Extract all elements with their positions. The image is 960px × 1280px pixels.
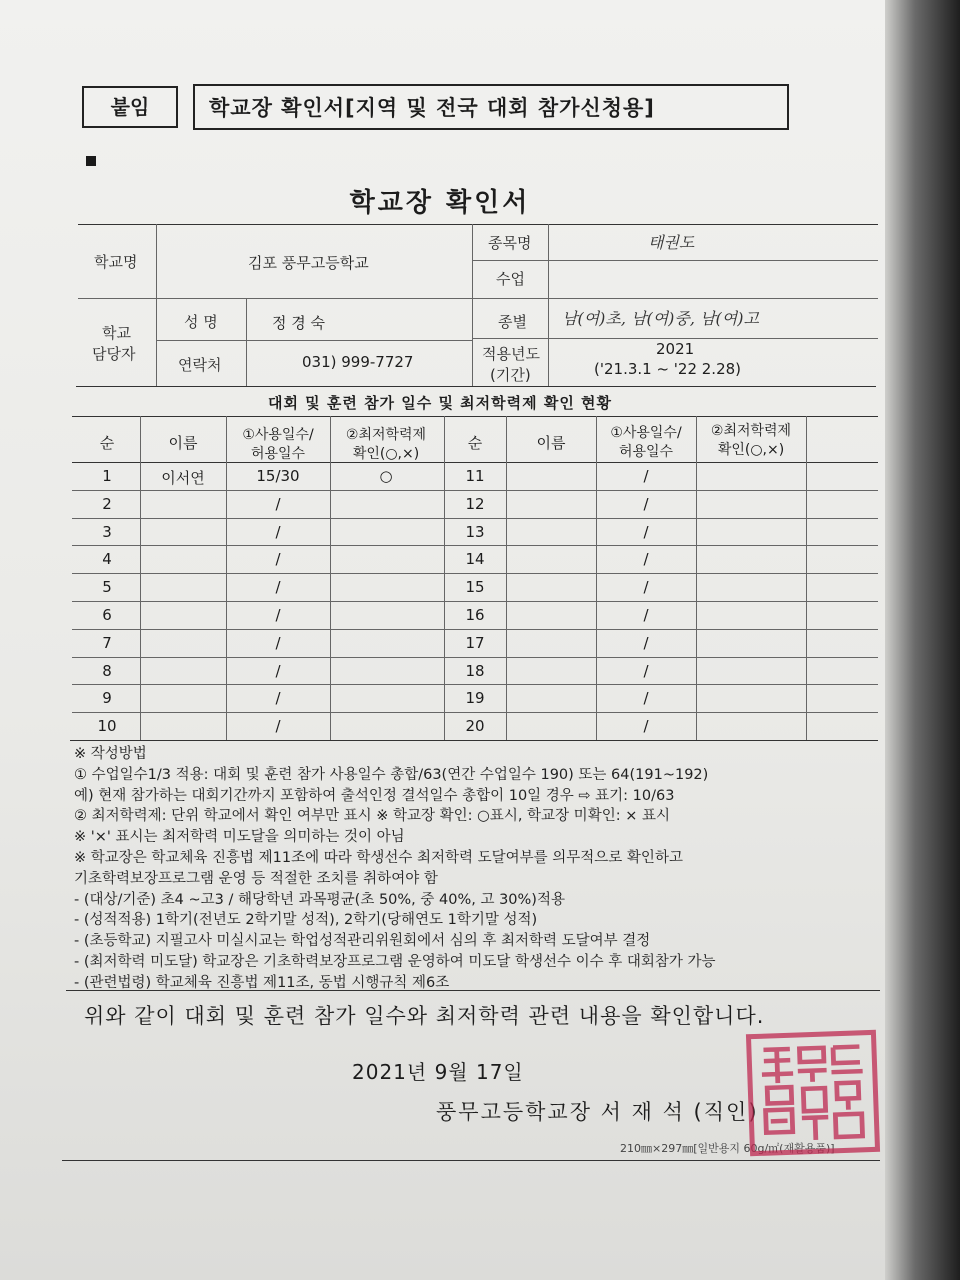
cell-no: 13 [465, 522, 485, 541]
lesson-label: 수업 [496, 270, 525, 288]
table-column-line [444, 416, 445, 740]
header-min-line2: 확인(○,×) [717, 442, 785, 458]
cell-no: 14 [465, 550, 485, 569]
cell-no: 4 [102, 550, 112, 569]
footer-divider [62, 1160, 880, 1161]
cell-no: 6 [102, 606, 112, 624]
instruction-line: ※ '×' 표시는 최저학력 미도달을 의미하는 것이 아님 [74, 829, 405, 846]
official-seal-stamp [746, 1030, 880, 1156]
header-min-line1: ②최저학력제 [345, 427, 427, 443]
instruction-line: - (대상/기준) 초4 ~고3 / 해당학년 과목평균(초 50%, 중 40%, 고 30%)적용 [74, 891, 565, 908]
header-name: 이름 [168, 434, 198, 452]
cell-no: 5 [102, 578, 112, 597]
year-label-line1: 적용년도 [482, 345, 540, 363]
contact-value: 031) 999-7727 [302, 353, 414, 371]
instruction-line: - (성적적용) 1학기(전년도 2학기말 성적), 2학기(당해연도 1학기말 성적) [74, 912, 538, 929]
table-column-line [330, 416, 331, 740]
instruction-line: - (최저학력 미도달) 학교장은 기초학력보장프로그램 운영하여 미도달 학생선수 이수 후 대회참가 가능 [74, 954, 716, 970]
cell-no: 8 [102, 661, 112, 680]
instruction-line: ① 수업일수1/3 적용: 대회 및 훈련 참가 사용일수 총합/63(연간 수업일수 190) 또는 64(191~192) [74, 766, 709, 783]
manager-label-line2: 담당자 [92, 345, 136, 363]
confirmation-statement: 위와 같이 대회 및 훈련 참가 일수와 최저학력 관련 내용을 확인합니다. [84, 1004, 765, 1028]
manager-name-label: 성 명 [184, 313, 218, 331]
issue-date: 2021년 9월 17일 [352, 1060, 524, 1084]
table-row-line [72, 712, 878, 713]
table-line [472, 224, 473, 386]
cell-days: / [643, 661, 649, 680]
cell-days: / [643, 633, 649, 652]
table-column-line [806, 416, 807, 740]
cell-days: / [275, 494, 281, 513]
cell-days: / [643, 689, 649, 708]
table-line [156, 224, 157, 386]
period-value: ('21.3.1 ~ '22 2.28) [594, 360, 742, 378]
cell-no: 20 [465, 717, 485, 736]
cell-days: / [275, 606, 281, 624]
cell-no: 18 [465, 661, 485, 680]
table-column-line [506, 416, 507, 740]
background-edge [885, 0, 960, 1280]
attachment-title: 학교장 확인서[지역 및 전국 대회 참가신청용] [209, 96, 655, 120]
table-row-line [72, 490, 878, 491]
school-name-value: 김포 풍무고등학교 [248, 254, 369, 272]
attachment-tag [82, 86, 178, 128]
cell-days: / [275, 689, 281, 708]
table-border-bottom [70, 740, 878, 741]
cell-min: ○ [379, 467, 393, 485]
table-line [472, 260, 878, 261]
cell-no: 16 [465, 606, 485, 624]
header-days-line1: ①사용일수/ [242, 427, 314, 443]
attachment-title-box [193, 84, 789, 130]
section-bullet [86, 156, 96, 166]
category-value: 남(여)초, 남(여)중, 남(여)고 [562, 309, 759, 328]
manager-label-line1: 학교 [102, 324, 131, 342]
cell-no: 15 [465, 578, 485, 597]
header-days-line1: ①사용일수/ [610, 425, 682, 441]
cell-days: / [643, 522, 649, 541]
instruction-line: 예) 현재 참가하는 대회기간까지 포함하여 출석인정 결석일수 총합이 10일 경우 ⇨ 표기: 10/63 [74, 787, 675, 804]
header-min-line1: ②최저학력제 [710, 423, 792, 439]
header-order: 순 [467, 434, 483, 452]
table-line [156, 340, 472, 341]
table-line [246, 298, 247, 386]
cell-no: 11 [465, 467, 485, 485]
year-value: 2021 [656, 340, 695, 358]
table-border-top [72, 416, 878, 417]
cell-days: / [275, 550, 281, 569]
cell-no: 19 [465, 689, 485, 708]
table-row-line [72, 518, 878, 519]
year-label-line2: (기간) [490, 366, 531, 384]
table-line [472, 338, 878, 339]
paper-size-footer: 210㎜×297㎜[일반용지 60g/㎡(재활용품)] [620, 1142, 835, 1155]
manager-name-value: 정 경 숙 [272, 314, 326, 332]
cell-no: 2 [102, 494, 112, 513]
table-column-line [140, 416, 141, 740]
cell-no: 7 [102, 633, 112, 652]
table-column-line [696, 416, 697, 740]
table-row-line [72, 545, 878, 546]
cell-days: / [643, 606, 649, 624]
header-days-line2: 허용일수 [618, 444, 674, 460]
school-name-label: 학교명 [94, 253, 138, 271]
cell-days: 15/30 [256, 467, 300, 485]
cell-days: / [275, 578, 281, 597]
table-row-line [72, 573, 878, 574]
cell-days: / [275, 717, 281, 736]
cell-days: / [275, 522, 281, 541]
cell-days: / [643, 550, 649, 569]
category-label: 종별 [498, 313, 527, 331]
sport-value: 태권도 [648, 233, 695, 252]
header-order: 순 [99, 434, 115, 452]
cell-no: 9 [102, 689, 112, 708]
table-row-line [72, 657, 878, 658]
table-column-line [596, 416, 597, 740]
cell-name: 이서연 [161, 469, 205, 487]
table-row-line [72, 629, 878, 630]
header-name: 이름 [536, 434, 566, 452]
cell-days: / [643, 717, 649, 736]
table-header-bottom [72, 462, 878, 463]
cell-no: 12 [465, 494, 485, 513]
table-column-line [226, 416, 227, 740]
cell-days: / [643, 578, 649, 597]
principal-signature-line: 풍무고등학교장 서 재 석 (직인) [436, 1100, 759, 1124]
table-border-bottom [76, 386, 876, 387]
cell-days: / [643, 494, 649, 513]
cell-no: 10 [97, 717, 117, 736]
notes-divider [66, 990, 880, 991]
instruction-line: ② 최저학력제: 단위 학교에서 확인 여부만 표시 ※ 학교장 확인: ○표시, 학교장 미확인: × 표시 [74, 808, 670, 825]
instruction-line: 기초학력보장프로그램 운영 등 적절한 조치를 취하여야 함 [74, 870, 438, 887]
status-table-caption: 대회 및 훈련 참가 일수 및 최저학력제 확인 현황 [267, 394, 613, 412]
instruction-line: ※ 학교장은 학교체육 진흥법 제11조에 따라 학생선수 최저학력 도달여부를 의무적으로 확인하고 [74, 850, 683, 866]
table-row-line [72, 684, 878, 685]
cell-no: 1 [102, 467, 112, 485]
header-min-line2: 확인(○,×) [352, 446, 420, 462]
cell-no: 17 [465, 633, 485, 652]
table-line [548, 224, 549, 386]
cell-days: / [275, 633, 281, 652]
cell-no: 3 [102, 522, 112, 541]
table-border-top [78, 224, 878, 225]
table-row-line [72, 601, 878, 602]
contact-label: 연락처 [178, 356, 222, 374]
document-title: 학교장 확인서 [349, 188, 531, 218]
attachment-label: 붙임 [110, 95, 150, 119]
header-days-line2: 허용일수 [250, 446, 306, 462]
cell-days: / [643, 467, 649, 485]
cell-days: / [275, 661, 281, 680]
instruction-line: ※ 작성방법 [74, 746, 147, 762]
instruction-line: - (관련법령) 학교체육 진흥법 제11조, 동법 시행규칙 제6조 [74, 974, 450, 991]
table-line [78, 298, 878, 299]
instruction-line: - (초등학교) 지필고사 미실시교는 학업성적관리위원회에서 심의 후 최저학력 도달여부 결정 [74, 933, 651, 950]
sport-label: 종목명 [488, 234, 532, 252]
